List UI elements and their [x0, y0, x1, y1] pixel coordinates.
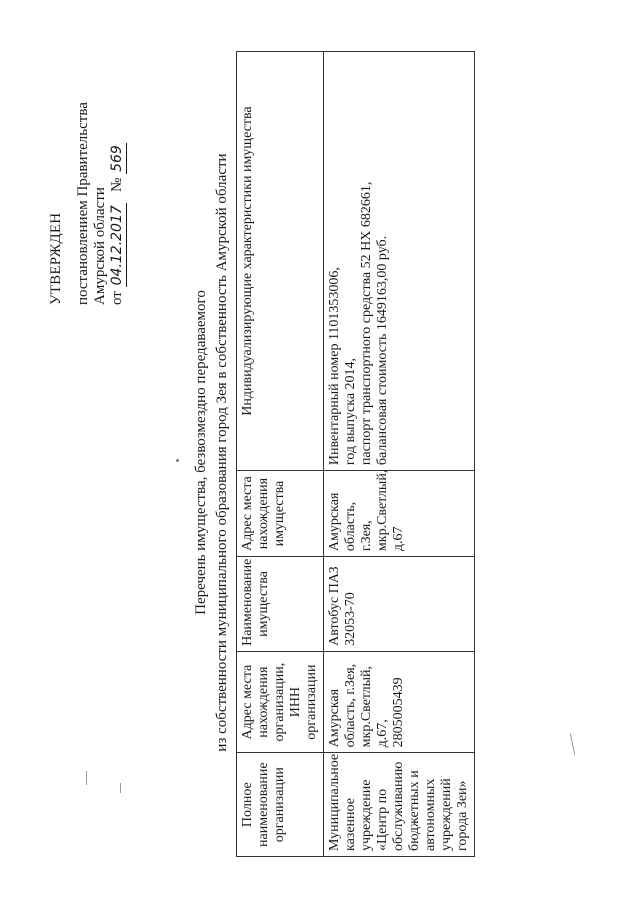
header-org-name: Полное наименование организации	[237, 753, 324, 857]
handwritten-date: 04.12.2017	[109, 205, 125, 286]
cell-org-address: Амурская область, г.Зея, мкр.Светлый, д.67, 2805005439	[324, 651, 475, 752]
cell-org-name: Муниципальное казенное учреждение «Центр по обслуживанию бюджетных и автономных учреждений города Зеи»	[324, 753, 475, 857]
characteristic-line: год выпуска 2014,	[343, 357, 358, 466]
handwritten-number: 569	[109, 145, 125, 172]
table-header-row	[237, 52, 324, 857]
approval-line-2: Амурской области	[92, 187, 108, 305]
table-row	[324, 52, 475, 857]
approval-line-1: постановлением Правительства	[75, 102, 91, 305]
characteristic-line: балансовая стоимость 1649163,00 руб.	[375, 235, 390, 466]
list-title: Перечень имущества, безвозмездно передаваемого	[193, 290, 209, 615]
cell-property-address: Амурская область, г.Зея, мкр.Светлый, д.67	[324, 471, 475, 557]
characteristic-line: Инвентарный номер 1101353006,	[327, 267, 342, 466]
approval-heading: УТВЕРЖДЕН	[48, 212, 64, 305]
property-table	[236, 51, 475, 857]
header-property-name: Наименование имущества	[237, 557, 324, 652]
scan-speck	[86, 771, 87, 785]
approval-date-line	[109, 102, 127, 305]
approval-stamp	[48, 102, 127, 305]
scan-speck	[570, 733, 576, 755]
number-prefix: №	[109, 177, 125, 192]
cell-characteristics	[324, 52, 475, 471]
header-org-address: Адрес места нахождения организации, ИНН организации	[237, 651, 324, 752]
scan-speck	[120, 783, 121, 793]
header-property-address: Адрес места нахождения имущества	[237, 471, 324, 557]
list-subtitle: из собственности муниципального образования город Зея в собственность Амурской области	[214, 153, 230, 752]
cell-property-name: Автобус ПАЗ 32053-70	[324, 557, 475, 652]
characteristic-line: паспорт транспортного средства 52 НХ 682661,	[359, 181, 374, 466]
scan-speck	[176, 459, 179, 462]
header-characteristics: Индивидуализирующие характеристики имущества	[237, 52, 324, 471]
date-prefix: от	[109, 291, 125, 305]
